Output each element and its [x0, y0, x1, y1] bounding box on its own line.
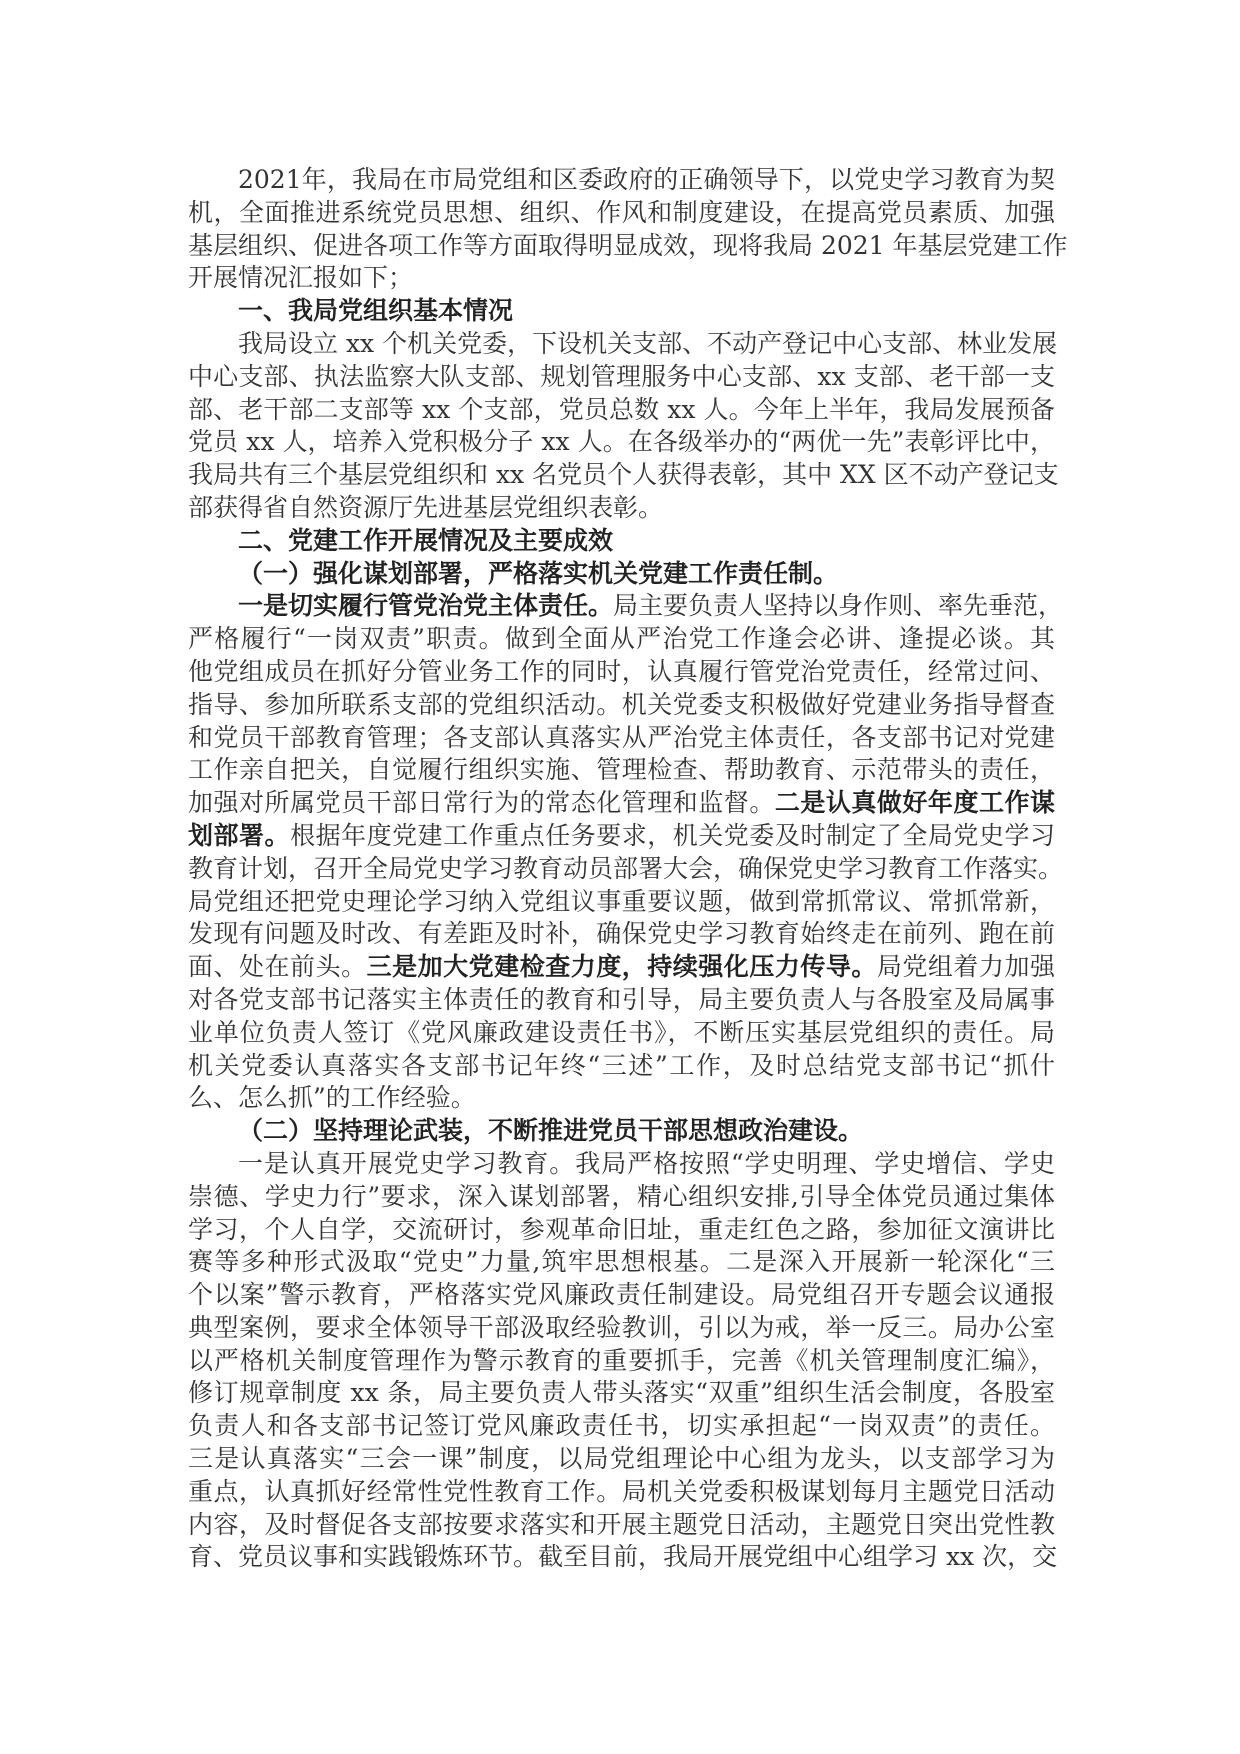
body-text: 指导、参加所联系支部的党组织活动。机关党委支积极做好党建业务指导督查 [188, 689, 1055, 719]
body-text: 工作亲自把关，自觉履行组织实施、管理检查、帮助教育、示范带头的责任， [188, 755, 1055, 785]
bold-text: （二）坚持理论武装，不断推进党员干部思想政治建设。 [238, 1116, 864, 1146]
body-text: 业单位负责人签订《党风廉政建设责任书》，不断压实基层党组织的责任。局 [188, 1017, 1055, 1047]
body-text: 我局共有三个基层党组织和 xx 名党员个人获得表彰，其中 XX 区不动产登记支 [188, 460, 1059, 490]
text-line [188, 623, 1055, 656]
body-text: 局党组还把党史理论学习纳入党组议事重要议题，做到常抓常议、常抓常新， [188, 886, 1055, 916]
text-line [188, 492, 1055, 525]
body-text: 三是认真落实“三会一课”制度，以局党组理论中心组为龙头，以支部学习为 [188, 1444, 1055, 1474]
bold-text: 一、我局党组织基本情况 [238, 296, 514, 326]
text-line [188, 361, 1055, 394]
text-line [188, 722, 1055, 755]
body-text: 重点，认真抓好经常性党性教育工作。局机关党委积极谋划每月主题党日活动 [188, 1476, 1055, 1506]
text-line [188, 656, 1055, 689]
body-text: 严格履行“一岗双责”职责。做到全面从严治党工作逢会必讲、逢提必谈。其 [188, 624, 1055, 654]
body-text: 以严格机关制度管理作为警示教育的重要抓手，完善《机关管理制度汇编》， [188, 1345, 1055, 1375]
body-text: 机关党委认真落实各支部书记年终“三述”工作，及时总结党支部书记“抓什 [188, 1050, 1055, 1080]
text-line [188, 787, 1055, 820]
text-line [188, 328, 1058, 361]
body-text: 个以案”警示教育，严格落实党风廉政责任制建设。局党组召开专题会议通报 [188, 1280, 1055, 1310]
text-line [188, 951, 1055, 984]
text-line [188, 525, 1055, 558]
text-line [188, 1345, 1055, 1378]
text-line [188, 459, 1059, 492]
text-line [188, 230, 1068, 263]
text-line [188, 886, 1055, 919]
body-text: 部获得省自然资源厅先进基层党组织表彰。 [188, 492, 664, 522]
text-line [188, 1115, 1055, 1148]
text-line [188, 1181, 1055, 1214]
body-text: 典型案例，要求全体领导干部汲取经验教训，引以为戒，举一反三。局办公室 [188, 1312, 1055, 1342]
body-text: 育、党员议事和实践锻炼环节。截至目前，我局开展党组中心组学习 xx 次，交 [188, 1542, 1058, 1572]
body-text: 教育计划，召开全局党史学习教育动员部署大会，确保党史学习教育工作落实。 [188, 853, 1064, 883]
body-text: 和党员干部教育管理；各支部认真落实从严治党主体责任，各支部书记对党建 [188, 722, 1055, 752]
text-line [188, 590, 1064, 623]
body-text: 部、老干部二支部等 xx 个支部，党员总数 xx 人。今年上半年，我局发展预备 [188, 394, 1055, 424]
text-line [188, 853, 1064, 886]
text-line [188, 1312, 1055, 1345]
body-text: 修订规章制度 xx 条，局主要负责人带头落实“双重”组织生活会制度，各股室 [188, 1378, 1055, 1408]
body-text: 内容，及时督促各支部按要求落实和开展主题党日活动，主题党日突出党性教 [188, 1509, 1055, 1539]
text-line [188, 1050, 1055, 1083]
body-text: 局党组着力加强 [876, 952, 1055, 982]
text-line [188, 295, 1055, 328]
text-line [188, 1443, 1055, 1476]
body-text: 基层组织、促进各项工作等方面取得明显成效，现将我局 2021 年基层党建工作 [188, 230, 1068, 260]
body-text: 根据年度党建工作重点任务要求，机关党委及时制定了全局党史学习 [290, 820, 1055, 850]
bold-text: 二、党建工作开展情况及主要成效 [238, 525, 614, 555]
bold-text: 二是认真做好年度工作谋 [774, 788, 1055, 818]
body-text: 开展情况汇报如下； [188, 263, 414, 293]
text-line [188, 1214, 1055, 1247]
text-line [188, 1509, 1055, 1542]
body-text: 加强对所属党员干部日常行为的常态化管理和监督。 [188, 788, 775, 818]
text-line [188, 1476, 1055, 1509]
body-text: 2021年，我局在市局党组和区委政府的正确领导下，以党史学习教育为契 [238, 165, 1055, 194]
text-line [188, 558, 1055, 591]
body-text: 么、怎么抓”的工作经验。 [188, 1083, 476, 1113]
body-text: 崇德、学史力行”要求，深入谋划部署，精心组织安排,引导全体党员通过集体 [188, 1181, 1055, 1211]
document-body [188, 164, 1068, 1574]
text-line [188, 984, 1055, 1017]
body-text: 对各党支部书记落实主体责任的教育和引导，局主要负责人与各股室及局属事 [188, 984, 1055, 1014]
body-text: 负责人和各支部书记签订党风廉政责任书，切实承担起“一岗双责”的责任。 [188, 1411, 1055, 1441]
text-line [188, 1017, 1055, 1050]
text-line [188, 262, 1055, 295]
text-line [188, 1082, 1055, 1115]
text-line [188, 820, 1055, 853]
text-line [188, 1377, 1055, 1410]
text-line [188, 426, 1055, 459]
bold-text: （一）强化谋划部署，严格落实机关党建工作责任制。 [238, 558, 839, 588]
bold-text: 一是切实履行管党治党主体责任。 [238, 591, 614, 621]
body-text: 发现有问题及时改、有差距及时补，确保党史学习教育始终走在前列、跑在前 [188, 919, 1055, 949]
text-line [188, 164, 1055, 197]
text-line [188, 754, 1055, 787]
body-text: 我局设立 xx 个机关党委，下设机关支部、不动产登记中心支部、林业发展 [238, 328, 1058, 358]
body-text: 赛等多种形式汲取“党史”力量,筑牢思想根基。二是深入开展新一轮深化“三 [188, 1247, 1055, 1277]
text-line [188, 689, 1055, 722]
body-text: 党员 xx 人，培养入党积极分子 xx 人。在各级举办的“两优一先”表彰评比中， [188, 427, 1055, 457]
body-text: 机，全面推进系统党员思想、组织、作风和制度建设，在提高党员素质、加强 [188, 197, 1055, 227]
text-line [188, 1410, 1055, 1443]
body-text: 他党组成员在抓好分管业务工作的同时，认真履行管党治党责任，经常过问、 [188, 656, 1055, 686]
text-line [188, 197, 1055, 230]
body-text: 局主要负责人坚持以身作则、率先垂范， [613, 591, 1064, 621]
text-line [188, 394, 1055, 427]
text-line [188, 1279, 1055, 1312]
text-line [188, 1246, 1055, 1279]
body-text: 中心支部、执法监察大队支部、规划管理服务中心支部、xx 支部、老干部一支 [188, 361, 1055, 391]
body-text: 一是认真开展党史学习教育。我局严格按照“学史明理、学史增信、学史 [238, 1148, 1055, 1178]
text-line [188, 1148, 1055, 1181]
body-text: 面、处在前头。 [188, 952, 367, 982]
bold-text: 三是加大党建检查力度，持续强化压力传导。 [366, 952, 877, 982]
bold-text: 划部署。 [188, 820, 291, 850]
text-line [188, 918, 1055, 951]
text-line [188, 1541, 1058, 1574]
body-text: 学习，个人自学，交流研讨，参观革命旧址，重走红色之路，参加征文演讲比 [188, 1214, 1055, 1244]
